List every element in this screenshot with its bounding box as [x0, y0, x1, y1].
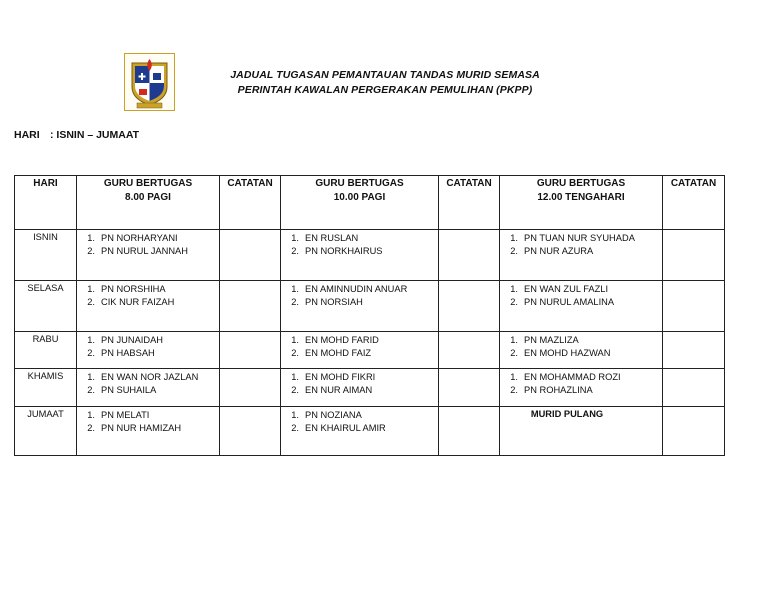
- list-number: 2.: [510, 385, 518, 395]
- col-header-slot-2: GURU BERTUGAS 10.00 PAGI: [281, 176, 439, 230]
- teacher-name-text: EN AMINNUDIN ANUAR: [305, 284, 408, 294]
- teacher-list-slot-2: [281, 332, 438, 360]
- slot-2-cell: [281, 407, 439, 456]
- day-cell: JUMAAT: [15, 407, 77, 456]
- table-row: [15, 230, 725, 281]
- list-number: 1.: [291, 233, 299, 243]
- table-body: [15, 230, 725, 456]
- list-number: 1.: [291, 410, 299, 420]
- list-number: 1.: [510, 233, 518, 243]
- teacher-name-text: EN MOHD FIKRI: [305, 372, 376, 382]
- teacher-name: [77, 232, 219, 245]
- teacher-name-text: EN WAN ZUL FAZLI: [524, 284, 609, 294]
- teacher-name-text: EN KHAIRUL AMIR: [305, 423, 386, 433]
- list-number: 1.: [87, 335, 95, 345]
- day-cell: KHAMIS: [15, 369, 77, 407]
- teacher-name: [500, 232, 662, 245]
- note-3-cell: [663, 369, 725, 407]
- slot-2-cell: [281, 230, 439, 281]
- table-row: [15, 332, 725, 369]
- note-1-cell: [220, 407, 281, 456]
- note-1-cell: [220, 281, 281, 332]
- teacher-list-slot-3: [500, 281, 662, 309]
- teacher-name: [500, 245, 662, 258]
- teacher-name-text: PN MELATI: [101, 410, 150, 420]
- teacher-name-text: PN SUHAILA: [101, 385, 157, 395]
- slot-1-cell: [77, 230, 220, 281]
- note-2-cell: [439, 369, 500, 407]
- slot-2-cell: [281, 281, 439, 332]
- teacher-name: [500, 334, 662, 347]
- col-header-note-1: CATATAN: [220, 176, 281, 230]
- note-2-cell: [439, 281, 500, 332]
- teacher-name: [77, 384, 219, 397]
- slot-1-cell: [77, 369, 220, 407]
- teacher-name-text: PN HABSAH: [101, 348, 155, 358]
- teacher-name: [500, 283, 662, 296]
- teacher-name: [500, 384, 662, 397]
- col-header-slot-3: GURU BERTUGAS 12.00 TENGAHARI: [500, 176, 663, 230]
- school-crest-logo: [124, 53, 175, 111]
- list-number: 2.: [291, 348, 299, 358]
- day-cell: ISNIN: [15, 230, 77, 281]
- teacher-name: [77, 245, 219, 258]
- teacher-list-slot-1: [77, 332, 219, 360]
- teacher-name-text: PN NORHARYANI: [101, 233, 178, 243]
- teacher-name: [281, 334, 438, 347]
- teacher-name-text: CIK NUR FAIZAH: [101, 297, 175, 307]
- slot-2-cell: [281, 332, 439, 369]
- teacher-name-text: PN NOZIANA: [305, 410, 362, 420]
- teacher-name-text: PN JUNAIDAH: [101, 335, 163, 345]
- slot-1-cell: [77, 332, 220, 369]
- teacher-name-text: EN MOHAMMAD ROZI: [524, 372, 621, 382]
- list-number: 1.: [510, 335, 518, 345]
- list-number: 1.: [510, 372, 518, 382]
- teacher-name: [77, 283, 219, 296]
- teacher-name-text: EN RUSLAN: [305, 233, 359, 243]
- teacher-list-slot-1: [77, 281, 219, 309]
- note-2-cell: [439, 332, 500, 369]
- list-number: 2.: [87, 385, 95, 395]
- teacher-list-slot-1: [77, 369, 219, 397]
- teacher-name: [500, 296, 662, 309]
- table-row: [15, 407, 725, 456]
- teacher-name: [77, 296, 219, 309]
- teacher-name: [500, 347, 662, 360]
- slot-1-cell: [77, 281, 220, 332]
- note-3-cell: [663, 407, 725, 456]
- note-2-cell: [439, 407, 500, 456]
- list-number: 1.: [291, 335, 299, 345]
- teacher-name-text: EN MOHD FAIZ: [305, 348, 372, 358]
- note-3-cell: [663, 281, 725, 332]
- teacher-name: [281, 347, 438, 360]
- list-number: 1.: [291, 284, 299, 294]
- teacher-name-text: EN MOHD HAZWAN: [524, 348, 611, 358]
- teacher-name: [281, 296, 438, 309]
- teacher-name-text: PN NURUL JANNAH: [101, 246, 188, 256]
- table-header-row: [15, 176, 725, 230]
- note-2-cell: [439, 230, 500, 281]
- teacher-list-slot-2: [281, 230, 438, 258]
- note-3-cell: [663, 332, 725, 369]
- list-number: 1.: [291, 372, 299, 382]
- list-number: 2.: [87, 246, 95, 256]
- teacher-name: [281, 409, 438, 422]
- note-3-cell: [663, 230, 725, 281]
- teacher-name-text: PN NORKHAIRUS: [305, 246, 383, 256]
- list-number: 2.: [510, 246, 518, 256]
- document-title-line-2: PERINTAH KAWALAN PERGERAKAN PEMULIHAN (PKPP): [237, 84, 533, 96]
- teacher-list-slot-3: [500, 369, 662, 397]
- teacher-name-text: EN NUR AIMAN: [305, 385, 373, 395]
- slot-3-cell: [500, 332, 663, 369]
- teacher-name-text: EN WAN NOR JAZLAN: [101, 372, 199, 382]
- list-number: 2.: [291, 423, 299, 433]
- slot-3-cell: [500, 230, 663, 281]
- teacher-name: [281, 283, 438, 296]
- note-1-cell: [220, 332, 281, 369]
- col-header-note-2: CATATAN: [439, 176, 500, 230]
- col-header-note-3: CATATAN: [663, 176, 725, 230]
- table-row: [15, 281, 725, 332]
- list-number: 2.: [510, 297, 518, 307]
- slot-2-cell: [281, 369, 439, 407]
- teacher-name: [281, 422, 438, 435]
- teacher-name-text: PN NORSIAH: [305, 297, 363, 307]
- list-number: 1.: [87, 410, 95, 420]
- teacher-name-text: PN MAZLIZA: [524, 335, 579, 345]
- teacher-name: [77, 409, 219, 422]
- teacher-name-text: EN MOHD FARID: [305, 335, 379, 345]
- teacher-name-text: PN ROHAZLINA: [524, 385, 593, 395]
- days-value: : ISNIN – JUMAAT: [50, 129, 140, 141]
- slot-3-cell: [500, 407, 663, 456]
- note-1-cell: [220, 230, 281, 281]
- teacher-list-slot-3: [500, 332, 662, 360]
- teacher-list-slot-2: [281, 369, 438, 397]
- teacher-name: [77, 334, 219, 347]
- teacher-name: [77, 371, 219, 384]
- list-number: 2.: [87, 297, 95, 307]
- teacher-name: [77, 422, 219, 435]
- teacher-list-slot-1: [77, 407, 219, 435]
- list-number: 1.: [510, 284, 518, 294]
- table-row: [15, 369, 725, 407]
- col-header-slot-1: GURU BERTUGAS 8.00 PAGI: [77, 176, 220, 230]
- teacher-name: [281, 245, 438, 258]
- list-number: 2.: [87, 423, 95, 433]
- dismissal-note: MURID PULANG: [530, 409, 604, 419]
- teacher-list-slot-2: [281, 281, 438, 309]
- day-cell: RABU: [15, 332, 77, 369]
- teacher-name: [77, 347, 219, 360]
- document-title-line-1: JADUAL TUGASAN PEMANTAUAN TANDAS MURID SEMASA: [230, 69, 540, 81]
- teacher-name: [281, 384, 438, 397]
- teacher-name: [500, 371, 662, 384]
- slot-3-cell: [500, 369, 663, 407]
- slot-1-cell: [77, 407, 220, 456]
- duty-schedule-table: [14, 175, 725, 456]
- list-number: 2.: [291, 297, 299, 307]
- list-number: 2.: [510, 348, 518, 358]
- list-number: 1.: [87, 284, 95, 294]
- teacher-name-text: PN NORSHIHA: [101, 284, 166, 294]
- teacher-name: [281, 232, 438, 245]
- day-cell: SELASA: [15, 281, 77, 332]
- teacher-name-text: PN NUR AZURA: [524, 246, 594, 256]
- teacher-name-text: PN NUR HAMIZAH: [101, 423, 182, 433]
- list-number: 2.: [87, 348, 95, 358]
- teacher-list-slot-3: [500, 230, 662, 258]
- note-1-cell: [220, 369, 281, 407]
- days-line: [14, 129, 139, 141]
- teacher-list-slot-1: [77, 230, 219, 258]
- teacher-name-text: PN NURUL AMALINA: [524, 297, 615, 307]
- teacher-name: [281, 371, 438, 384]
- list-number: 1.: [87, 372, 95, 382]
- slot-3-cell: [500, 281, 663, 332]
- list-number: 2.: [291, 246, 299, 256]
- days-label: HARI: [14, 129, 40, 141]
- teacher-name-text: PN TUAN NUR SYUHADA: [524, 233, 635, 243]
- list-number: 1.: [87, 233, 95, 243]
- list-number: 2.: [291, 385, 299, 395]
- col-header-day: HARI: [15, 176, 77, 230]
- teacher-list-slot-2: [281, 407, 438, 435]
